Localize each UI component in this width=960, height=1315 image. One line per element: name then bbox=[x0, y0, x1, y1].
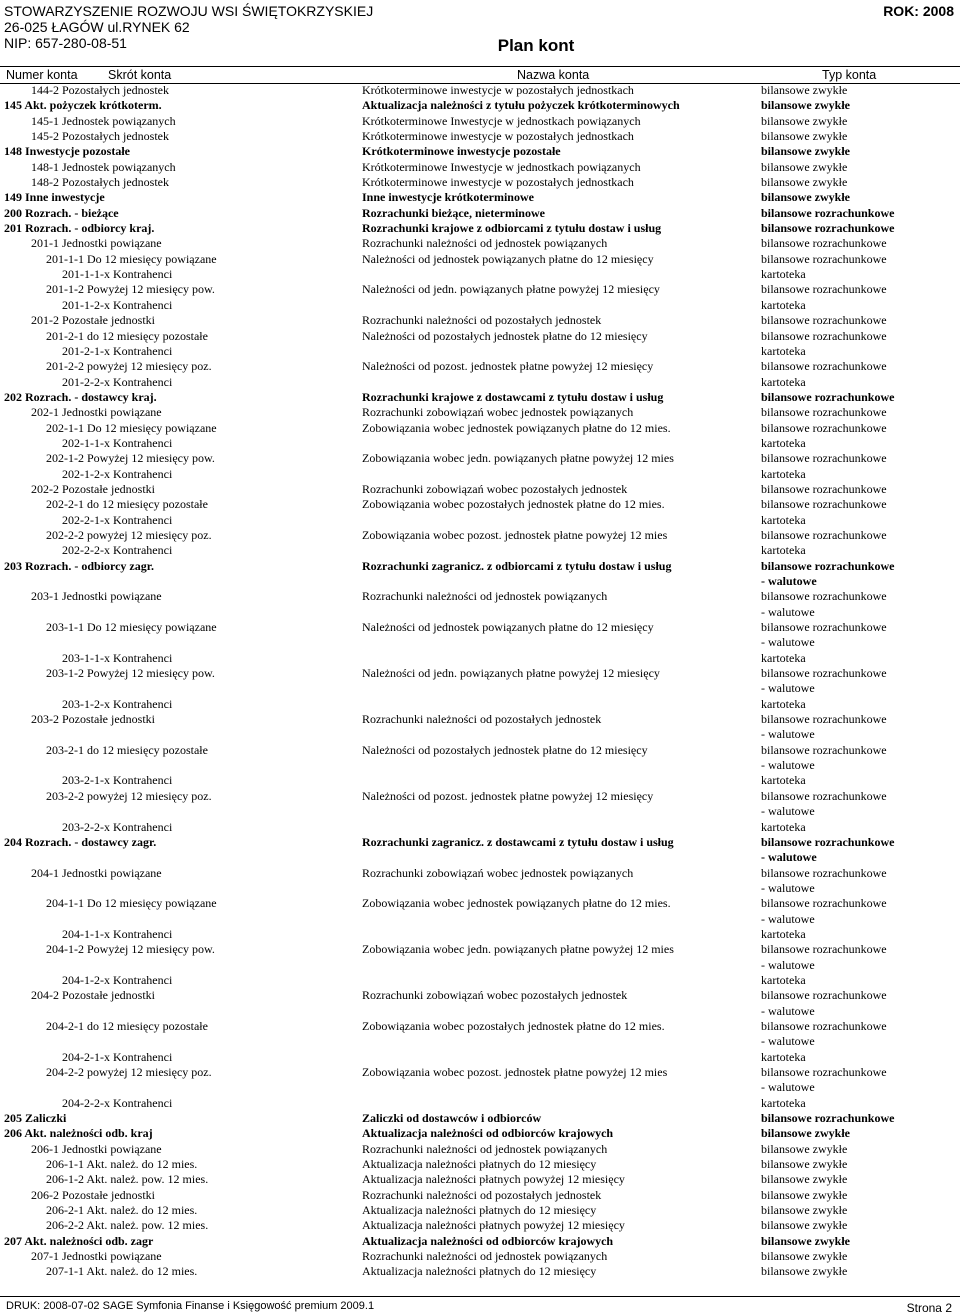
table-row bbox=[0, 1142, 960, 1157]
account-type: bilansowe zwykłe bbox=[761, 1233, 851, 1248]
account-type: bilansowe zwykłe bbox=[761, 1249, 848, 1264]
account-type-suffix: - walutowe bbox=[761, 635, 815, 650]
table-row bbox=[0, 298, 960, 313]
table-row bbox=[0, 559, 960, 590]
account-number: 203-1-2 Powyżej 12 miesięcy pow. bbox=[46, 666, 215, 681]
table-row bbox=[0, 697, 960, 712]
account-number: 203-2-2-x Kontrahenci bbox=[62, 819, 173, 834]
account-type: bilansowe rozrachunkowe bbox=[761, 221, 895, 236]
table-row bbox=[0, 835, 960, 866]
account-name: Należności od pozostałych jednostek płatne do 12 miesięcy bbox=[362, 328, 648, 343]
account-type: kartoteka bbox=[761, 374, 806, 389]
account-name: Należności od jednostek powiązanych płatne do 12 miesięcy bbox=[362, 620, 654, 635]
account-number: 202-2-2 powyżej 12 miesięcy poz. bbox=[46, 527, 212, 542]
account-number: 145 Akt. pożyczek krótkoterm. bbox=[4, 98, 162, 113]
account-number: 202-1-2 Powyżej 12 miesięcy pow. bbox=[46, 451, 215, 466]
account-name: Aktualizacja należności płatnych do 12 miesięcy bbox=[362, 1264, 597, 1279]
account-number: 204-2-1 do 12 miesięcy pozostałe bbox=[46, 1018, 208, 1033]
table-row bbox=[0, 589, 960, 620]
account-type: kartoteka bbox=[761, 926, 806, 941]
table-row bbox=[0, 942, 960, 973]
account-type: kartoteka bbox=[761, 773, 806, 788]
account-type: bilansowe rozrachunkowe bbox=[761, 405, 887, 420]
table-row bbox=[0, 221, 960, 236]
account-type: bilansowe zwykłe bbox=[761, 113, 848, 128]
account-type: bilansowe rozrachunkowe bbox=[761, 666, 887, 681]
table-row bbox=[0, 375, 960, 390]
account-number: 202-1-2-x Kontrahenci bbox=[62, 466, 173, 481]
account-number: 204-2 Pozostałe jednostki bbox=[31, 988, 155, 1003]
account-number: 203-1-2-x Kontrahenci bbox=[62, 696, 173, 711]
table-row bbox=[0, 1234, 960, 1249]
account-number: 148-2 Pozostałych jednostek bbox=[31, 175, 169, 190]
table-row bbox=[0, 1157, 960, 1172]
account-type-suffix: - walutowe bbox=[761, 911, 815, 926]
account-type: bilansowe rozrachunkowe bbox=[761, 282, 887, 297]
account-type: kartoteka bbox=[761, 650, 806, 665]
account-name: Rozrachunki krajowe z dostawcami z tytułu dostaw i usług bbox=[362, 389, 664, 404]
account-number: 201-1-2-x Kontrahenci bbox=[62, 297, 173, 312]
table-row bbox=[0, 344, 960, 359]
account-type: bilansowe rozrachunkowe bbox=[761, 742, 887, 757]
table-row bbox=[0, 1065, 960, 1096]
table-row bbox=[0, 896, 960, 927]
account-number: 203-2-2 powyżej 12 miesięcy poz. bbox=[46, 788, 212, 803]
table-row bbox=[0, 1188, 960, 1203]
account-type: kartoteka bbox=[761, 1049, 806, 1064]
account-type: kartoteka bbox=[761, 512, 806, 527]
account-number: 201-2-2-x Kontrahenci bbox=[62, 374, 173, 389]
account-number: 206-2 Pozostałe jednostki bbox=[31, 1187, 155, 1202]
account-name: Rozrachunki krajowe z odbiorcami z tytułu dostaw i usług bbox=[362, 221, 662, 236]
account-name: Rozrachunki zobowiązań wobec jednostek powiązanych bbox=[362, 865, 634, 880]
account-name: Należności od jedn. powiązanych płatne powyżej 12 miesięcy bbox=[362, 282, 660, 297]
account-type: bilansowe rozrachunkowe bbox=[761, 313, 887, 328]
account-number: 204-2-2 powyżej 12 miesięcy poz. bbox=[46, 1065, 212, 1079]
account-number: 204-1-2 Powyżej 12 miesięcy pow. bbox=[46, 942, 215, 957]
account-type: kartoteka bbox=[761, 819, 806, 834]
table-row bbox=[0, 98, 960, 113]
account-type: bilansowe rozrachunkowe bbox=[761, 481, 887, 496]
account-number: 202-1-1-x Kontrahenci bbox=[62, 435, 173, 450]
account-type: bilansowe rozrachunkowe bbox=[761, 558, 895, 573]
account-type: kartoteka bbox=[761, 1095, 806, 1110]
account-number: 144-2 Pozostałych jednostek bbox=[31, 83, 169, 97]
account-type: bilansowe rozrachunkowe bbox=[761, 389, 895, 404]
table-row bbox=[0, 114, 960, 129]
account-type: bilansowe rozrachunkowe bbox=[761, 865, 887, 880]
account-name: Należności od pozost. jednostek płatne powyżej 12 miesięcy bbox=[362, 359, 654, 374]
accounts-table bbox=[0, 83, 960, 1280]
table-row bbox=[0, 313, 960, 328]
account-type: bilansowe rozrachunkowe bbox=[761, 236, 887, 251]
org-nip: NIP: 657-280-08-51 bbox=[4, 35, 127, 51]
page-footer bbox=[0, 1296, 960, 1315]
table-row bbox=[0, 1218, 960, 1233]
account-name: Rozrachunki należności od jednostek powiązanych bbox=[362, 236, 608, 251]
table-row bbox=[0, 144, 960, 159]
account-type-suffix: - walutowe bbox=[761, 1034, 815, 1049]
report-year: ROK: 2008 bbox=[883, 3, 954, 19]
account-type: kartoteka bbox=[761, 435, 806, 450]
account-type-suffix: - walutowe bbox=[761, 727, 815, 742]
table-row bbox=[0, 329, 960, 344]
account-name: Zobowiązania wobec jedn. powiązanych płatne powyżej 12 mies bbox=[362, 942, 674, 957]
account-name: Rozrachunki należności od jednostek powiązanych bbox=[362, 1249, 608, 1264]
account-name: Zobowiązania wobec jednostek powiązanych płatne do 12 mies. bbox=[362, 420, 671, 435]
table-row bbox=[0, 651, 960, 666]
table-row bbox=[0, 973, 960, 988]
account-type: bilansowe rozrachunkowe bbox=[761, 988, 887, 1003]
account-type-suffix: - walutowe bbox=[761, 574, 817, 588]
table-row bbox=[0, 789, 960, 820]
table-row bbox=[0, 1203, 960, 1218]
account-name: Rozrachunki zagranicz. z dostawcami z tytułu dostaw i usług bbox=[362, 834, 674, 849]
table-row bbox=[0, 1019, 960, 1050]
account-type: bilansowe zwykłe bbox=[761, 1203, 848, 1218]
table-row bbox=[0, 773, 960, 788]
account-name: Krótkoterminowe inwestycje w pozostałych jednostkach bbox=[362, 83, 634, 97]
account-number: 149 Inne inwestycje bbox=[4, 190, 105, 205]
table-row bbox=[0, 988, 960, 1019]
account-name: Należności od jedn. powiązanych płatne powyżej 12 miesięcy bbox=[362, 666, 660, 681]
account-type: kartoteka bbox=[761, 343, 806, 358]
account-number: 201-2 Pozostałe jednostki bbox=[31, 313, 155, 328]
table-row bbox=[0, 252, 960, 267]
account-name: Rozrachunki należności od jednostek powiązanych bbox=[362, 1141, 608, 1156]
account-name: Rozrachunki zagranicz. z odbiorcami z tytułu dostaw i usług bbox=[362, 558, 672, 573]
account-type: bilansowe zwykłe bbox=[761, 98, 851, 113]
account-number: 201-2-1 do 12 miesięcy pozostałe bbox=[46, 328, 208, 343]
table-row bbox=[0, 866, 960, 897]
account-type: kartoteka bbox=[761, 972, 806, 987]
account-type-suffix: - walutowe bbox=[761, 957, 815, 972]
account-name: Należności od pozost. jednostek płatne powyżej 12 miesięcy bbox=[362, 788, 654, 803]
table-row bbox=[0, 236, 960, 251]
account-number: 204-1-2-x Kontrahenci bbox=[62, 972, 173, 987]
table-row bbox=[0, 743, 960, 774]
account-type: bilansowe zwykłe bbox=[761, 1141, 848, 1156]
account-number: 204-1 Jednostki powiązane bbox=[31, 865, 162, 880]
table-row bbox=[0, 267, 960, 282]
table-row bbox=[0, 206, 960, 221]
table-row bbox=[0, 497, 960, 512]
org-name: STOWARZYSZENIE ROZWOJU WSI ŚWIĘTOKRZYSKIEJ bbox=[4, 3, 374, 19]
account-number: 207-1 Jednostki powiązane bbox=[31, 1249, 162, 1264]
table-row bbox=[0, 927, 960, 942]
account-type-suffix: - walutowe bbox=[761, 758, 815, 773]
table-row bbox=[0, 482, 960, 497]
account-number: 201-2-1-x Kontrahenci bbox=[62, 343, 173, 358]
account-number: 148-1 Jednostek powiązanych bbox=[31, 159, 176, 174]
account-name: Zobowiązania wobec pozost. jednostek płatne powyżej 12 mies bbox=[362, 1065, 668, 1079]
table-row bbox=[0, 190, 960, 205]
account-number: 202-1-1 Do 12 miesięcy powiązane bbox=[46, 420, 217, 435]
table-row bbox=[0, 175, 960, 190]
account-type: bilansowe rozrachunkowe bbox=[761, 1111, 895, 1126]
account-type: kartoteka bbox=[761, 466, 806, 481]
account-name: Zobowiązania wobec jedn. powiązanych płatne powyżej 12 mies bbox=[362, 451, 674, 466]
table-row bbox=[0, 421, 960, 436]
account-number: 204-2-1-x Kontrahenci bbox=[62, 1049, 173, 1064]
table-row bbox=[0, 359, 960, 374]
page-number: Strona 2 bbox=[906, 1301, 952, 1315]
table-row bbox=[0, 1172, 960, 1187]
account-type-suffix: - walutowe bbox=[761, 850, 817, 865]
account-type: bilansowe rozrachunkowe bbox=[761, 1065, 887, 1079]
account-number: 203-1-1-x Kontrahenci bbox=[62, 650, 173, 665]
account-type: bilansowe zwykłe bbox=[761, 1264, 848, 1279]
account-number: 206-2-2 Akt. należ. pow. 12 mies. bbox=[46, 1218, 209, 1233]
account-name: Krótkoterminowe inwestycje pozostałe bbox=[362, 144, 561, 159]
account-name: Aktualizacja należności od odbiorców krajowych bbox=[362, 1126, 614, 1141]
account-type-suffix: - walutowe bbox=[761, 604, 815, 619]
account-name: Krótkoterminowe inwestycje w pozostałych jednostkach bbox=[362, 175, 634, 190]
column-typ-konta: Typ konta bbox=[822, 68, 877, 82]
table-row bbox=[0, 467, 960, 482]
account-name: Aktualizacja należności od odbiorców krajowych bbox=[362, 1233, 614, 1248]
account-number: 203-2 Pozostałe jednostki bbox=[31, 712, 155, 727]
account-number: 201-1 Jednostki powiązane bbox=[31, 236, 162, 251]
account-number: 206-1 Jednostki powiązane bbox=[31, 1141, 162, 1156]
account-name: Krótkoterminowe Inwestycje w jednostkach powiązanych bbox=[362, 159, 641, 174]
account-type: bilansowe rozrachunkowe bbox=[761, 451, 887, 466]
account-name: Rozrachunki należności od pozostałych jednostek bbox=[362, 1187, 602, 1202]
account-type: bilansowe rozrachunkowe bbox=[761, 527, 887, 542]
account-number: 145-2 Pozostałych jednostek bbox=[31, 129, 169, 144]
account-number: 204-2-2-x Kontrahenci bbox=[62, 1095, 173, 1110]
account-number: 207-1-1 Akt. należ. do 12 mies. bbox=[46, 1264, 198, 1279]
account-name: Aktualizacja należności z tytułu pożyczek krótkoterminowych bbox=[362, 98, 680, 113]
account-type: bilansowe rozrachunkowe bbox=[761, 788, 887, 803]
account-type: bilansowe rozrachunkowe bbox=[761, 1018, 887, 1033]
account-number: 148 Inwestycje pozostałe bbox=[4, 144, 130, 159]
table-row bbox=[0, 620, 960, 651]
account-number: 201-1-2 Powyżej 12 miesięcy pow. bbox=[46, 282, 215, 297]
account-name: Zobowiązania wobec pozost. jednostek płatne powyżej 12 mies bbox=[362, 527, 668, 542]
account-type: bilansowe zwykłe bbox=[761, 175, 848, 190]
account-number: 145-1 Jednostek powiązanych bbox=[31, 113, 176, 128]
account-type-suffix: - walutowe bbox=[761, 1080, 815, 1095]
table-row bbox=[0, 543, 960, 558]
account-number: 204-1-1 Do 12 miesięcy powiązane bbox=[46, 896, 217, 911]
account-number: 202-2-2-x Kontrahenci bbox=[62, 543, 173, 558]
account-number: 201-2-2 powyżej 12 miesięcy poz. bbox=[46, 359, 212, 374]
account-number: 202-2 Pozostałe jednostki bbox=[31, 481, 155, 496]
account-type: bilansowe zwykłe bbox=[761, 1126, 851, 1141]
account-type: bilansowe rozrachunkowe bbox=[761, 712, 887, 727]
account-name: Aktualizacja należności płatnych do 12 miesięcy bbox=[362, 1203, 597, 1218]
account-name: Aktualizacja należności płatnych powyżej 12 miesięcy bbox=[362, 1172, 625, 1187]
account-number: 202-2-1-x Kontrahenci bbox=[62, 512, 173, 527]
table-row bbox=[0, 513, 960, 528]
account-name: Aktualizacja należności płatnych powyżej 12 miesięcy bbox=[362, 1218, 625, 1233]
table-row bbox=[0, 712, 960, 743]
account-number: 205 Zaliczki bbox=[4, 1111, 67, 1126]
account-type: bilansowe rozrachunkowe bbox=[761, 497, 887, 512]
account-type: bilansowe rozrachunkowe bbox=[761, 328, 887, 343]
table-row bbox=[0, 820, 960, 835]
account-type: bilansowe zwykłe bbox=[761, 144, 851, 159]
table-row bbox=[0, 1050, 960, 1065]
account-type: bilansowe rozrachunkowe bbox=[761, 420, 887, 435]
account-type: bilansowe zwykłe bbox=[761, 1157, 848, 1172]
account-type: bilansowe rozrachunkowe bbox=[761, 620, 887, 635]
column-skrot-konta: Skrót konta bbox=[108, 68, 172, 82]
account-name: Należności od jednostek powiązanych płatne do 12 miesięcy bbox=[362, 251, 654, 266]
account-type: bilansowe zwykłe bbox=[761, 190, 851, 205]
table-row bbox=[0, 1126, 960, 1141]
table-row bbox=[0, 390, 960, 405]
account-name: Zaliczki od dostawców i odbiorców bbox=[362, 1111, 542, 1126]
account-name: Rozrachunki należności od pozostałych jednostek bbox=[362, 313, 602, 328]
account-type: kartoteka bbox=[761, 543, 806, 558]
account-number: 203-1-1 Do 12 miesięcy powiązane bbox=[46, 620, 217, 635]
account-number: 207 Akt. należności odb. zagr bbox=[4, 1233, 154, 1248]
account-type: bilansowe rozrachunkowe bbox=[761, 896, 887, 911]
account-type: bilansowe zwykłe bbox=[761, 1187, 848, 1202]
account-number: 206-2-1 Akt. należ. do 12 mies. bbox=[46, 1203, 198, 1218]
account-type: bilansowe rozrachunkowe bbox=[761, 205, 895, 220]
table-row bbox=[0, 666, 960, 697]
table-row bbox=[0, 1111, 960, 1126]
account-type: bilansowe rozrachunkowe bbox=[761, 359, 887, 374]
account-type: kartoteka bbox=[761, 297, 806, 312]
table-row bbox=[0, 436, 960, 451]
table-row bbox=[0, 282, 960, 297]
column-numer-konta: Numer konta bbox=[6, 68, 78, 82]
account-name: Rozrachunki zobowiązań wobec pozostałych jednostek bbox=[362, 988, 628, 1003]
account-number: 204-1-1-x Kontrahenci bbox=[62, 926, 173, 941]
account-name: Zobowiązania wobec pozostałych jednostek płatne do 12 mies. bbox=[362, 497, 665, 512]
account-number: 203-2-1 do 12 miesięcy pozostałe bbox=[46, 742, 208, 757]
account-number: 204 Rozrach. - dostawcy zagr. bbox=[4, 834, 157, 849]
print-info: DRUK: 2008-07-02 SAGE Symfonia Finanse i Księgowość premium 2009.1 bbox=[6, 1300, 375, 1312]
table-row bbox=[0, 405, 960, 420]
account-name: Inne inwestycje krótkoterminowe bbox=[362, 190, 534, 205]
account-type: bilansowe zwykłe bbox=[761, 1218, 848, 1233]
table-row bbox=[0, 451, 960, 466]
account-number: 206 Akt. należności odb. kraj bbox=[4, 1126, 153, 1141]
account-type: bilansowe zwykłe bbox=[761, 83, 848, 97]
account-type: bilansowe zwykłe bbox=[761, 159, 848, 174]
table-row bbox=[0, 129, 960, 144]
account-number: 203-1 Jednostki powiązane bbox=[31, 589, 162, 604]
account-number: 200 Rozrach. - bieżące bbox=[4, 205, 119, 220]
account-name: Zobowiązania wobec jednostek powiązanych płatne do 12 mies. bbox=[362, 896, 671, 911]
org-address: 26-025 ŁAGÓW ul.RYNEK 62 bbox=[4, 19, 190, 35]
account-number: 202 Rozrach. - dostawcy kraj. bbox=[4, 389, 157, 404]
account-name: Krótkoterminowe inwestycje w pozostałych jednostkach bbox=[362, 129, 634, 144]
account-number: 202-2-1 do 12 miesięcy pozostałe bbox=[46, 497, 208, 512]
account-type: kartoteka bbox=[761, 696, 806, 711]
table-row bbox=[0, 1249, 960, 1264]
account-name: Należności od pozostałych jednostek płatne do 12 miesięcy bbox=[362, 742, 648, 757]
page-title: Plan kont bbox=[497, 36, 575, 55]
account-type-suffix: - walutowe bbox=[761, 681, 815, 696]
account-type: bilansowe rozrachunkowe bbox=[761, 942, 887, 957]
account-type: bilansowe zwykłe bbox=[761, 1172, 848, 1187]
table-row bbox=[0, 83, 960, 98]
account-number: 206-1-1 Akt. należ. do 12 mies. bbox=[46, 1157, 198, 1172]
account-type-suffix: - walutowe bbox=[761, 1003, 815, 1018]
account-type: bilansowe rozrachunkowe bbox=[761, 251, 887, 266]
account-type: bilansowe rozrachunkowe bbox=[761, 589, 887, 604]
account-number: 202-1 Jednostki powiązane bbox=[31, 405, 162, 420]
account-type: bilansowe zwykłe bbox=[761, 129, 848, 144]
account-number: 203-2-1-x Kontrahenci bbox=[62, 773, 173, 788]
account-number: 201-1-1 Do 12 miesięcy powiązane bbox=[46, 251, 217, 266]
account-number: 201-1-1-x Kontrahenci bbox=[62, 267, 173, 282]
column-nazwa-konta: Nazwa konta bbox=[517, 68, 590, 82]
table-row bbox=[0, 1264, 960, 1279]
table-row bbox=[0, 160, 960, 175]
account-type-suffix: - walutowe bbox=[761, 804, 815, 819]
account-name: Rozrachunki bieżące, nieterminowe bbox=[362, 205, 545, 220]
account-name: Zobowiązania wobec pozostałych jednostek płatne do 12 mies. bbox=[362, 1018, 665, 1033]
account-name: Aktualizacja należności płatnych do 12 miesięcy bbox=[362, 1157, 597, 1172]
account-name: Krótkoterminowe Inwestycje w jednostkach powiązanych bbox=[362, 113, 641, 128]
table-row bbox=[0, 1096, 960, 1111]
column-header-row bbox=[0, 66, 960, 84]
account-type-suffix: - walutowe bbox=[761, 880, 815, 895]
account-name: Rozrachunki zobowiązań wobec jednostek powiązanych bbox=[362, 405, 634, 420]
account-name: Rozrachunki zobowiązań wobec pozostałych jednostek bbox=[362, 481, 628, 496]
account-type: kartoteka bbox=[761, 267, 806, 282]
account-name: Rozrachunki należności od pozostałych jednostek bbox=[362, 712, 602, 727]
table-row bbox=[0, 528, 960, 543]
account-type: bilansowe rozrachunkowe bbox=[761, 834, 895, 849]
account-number: 201 Rozrach. - odbiorcy kraj. bbox=[4, 221, 155, 236]
account-number: 203 Rozrach. - odbiorcy zagr. bbox=[4, 558, 154, 573]
account-name: Rozrachunki należności od jednostek powiązanych bbox=[362, 589, 608, 604]
account-number: 206-1-2 Akt. należ. pow. 12 mies. bbox=[46, 1172, 209, 1187]
